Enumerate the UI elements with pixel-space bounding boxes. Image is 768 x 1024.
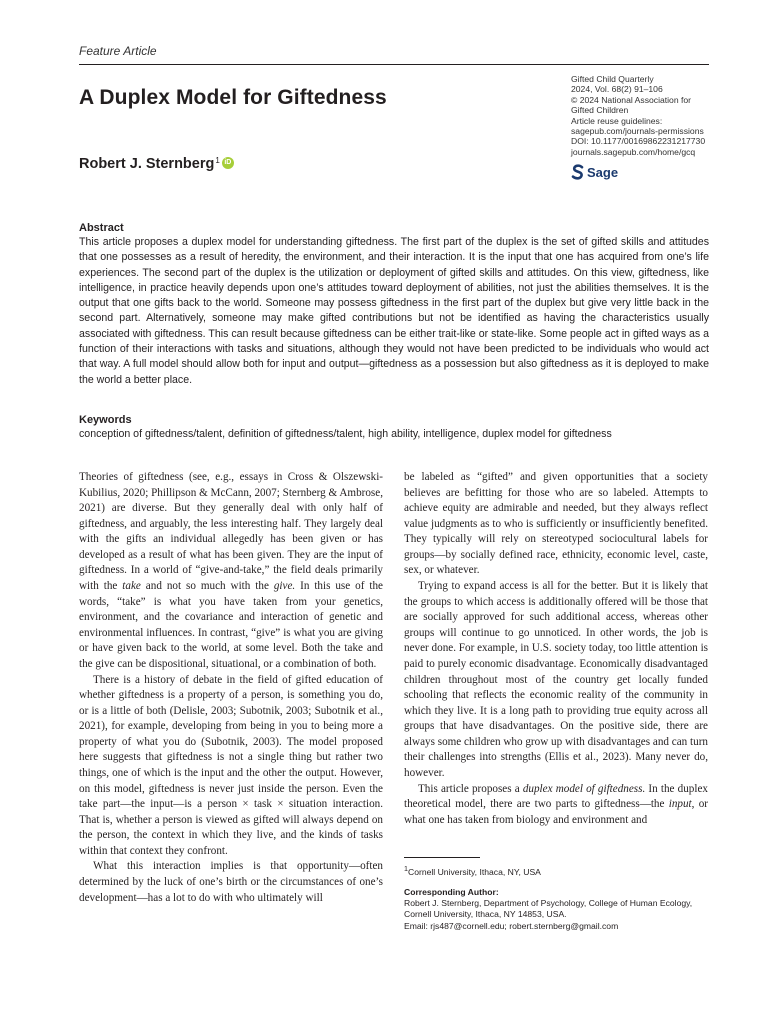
text-run: , or what one has taken from biology and environment and [404,798,708,826]
keywords-text: conception of giftedness/talent, definition of giftedness/talent, high ability, intelligence, duplex model for giftedness [79,428,612,440]
abstract-heading: Abstract [79,222,124,234]
journal-name: Gifted Child Quarterly [571,74,654,84]
section-label: Feature Article [79,44,157,58]
abstract-section [79,221,709,388]
journal-volume: 2024, Vol. 68(2) 91–106 [571,84,663,95]
affil-mark: 1 [404,865,408,873]
publisher-logo [571,164,618,180]
text-run: Theories of giftedness (see, e.g., essays in Cross & Olszewski-Kubilius, 2020; Phillipson & McCann, 2007; Sternberg & Ambrose, 2021) are diverse. But they generally deal with only half of giftedness, and arguably, the less interesting half. They largely deal with the gifts an individual allegedly has been given or has developed as a result of what has been given. They are the input of giftedness. In a world of “give-and-take,” the field deals primarily with the [79,471,383,593]
keywords-heading: Keywords [79,414,132,426]
copyright-line: © 2024 National Association for [571,94,692,105]
body-paragraph [404,782,708,829]
emphasis: give. [273,580,296,593]
copyright-holder: Gifted Children [571,105,629,116]
footnotes [404,864,709,932]
body-column-right [404,470,708,828]
text-run: and not so much with the [140,580,274,593]
corresponding-text: Robert J. Sternberg, Department of Psychology, College of Human Ecology, Cornell University, Ithaca, NY 14853, USA. [404,898,693,920]
email-line[interactable]: Email: rjs487@cornell.edu; robert.sternberg@gmail.com [404,920,619,931]
abstract-text: This article proposes a duplex model for understanding giftedness. The first part of the duplex is the set of gifted skills and attitudes that one possesses as a result of heredity, the environment, and their interaction. It is the input that one has acquired from one’s life experiences. The second part of the duplex is the utilization or deployment of gifted skills and attitudes. On this view, giftedness, like intelligence, in practice heavily depends upon one’s attitudes toward deployment of abilities, not just the abilities themselves. It is the output that one gifts back to the world. Someone may possess giftedness in the first part of the duplex but give very little back in the second part. Alternatively, someone may make gifted contributions but not be identified as having the characteristics usually associated with giftedness. This can result because giftedness can be either trait-like or state-like. Some people act in gifted ways as a function of their interactions with tasks and situations, although they would not have been predicted to be individuals who would act that way. A full model should allow both for input and output—giftedness as a possession but also giftedness as it is deployed to make the world a better place. [79,236,709,386]
body-paragraph: What this interaction implies is that opportunity—often determined by the luck of one’s birth or the circumstances of one’s development—has a lot to do with who ultimately will [79,860,383,904]
orcid-icon[interactable]: iD [222,157,234,169]
keywords-section [79,413,709,442]
emphasis: take [122,580,141,593]
affiliation-text: Cornell University, Ithaca, NY, USA [407,866,541,877]
affiliation-note [404,864,709,878]
author-line [79,156,234,172]
text-run: In this use of the words, “take” is what you have taken from your genetics, environment, and the covariance and interaction of genetic and environmental influences. In contrast, “give” is what you are giving or have given back to the world, at some level. Both the take and the give can be dispositional, situational, or a combination of both. [79,580,383,670]
reuse-label: Article reuse guidelines: [571,115,663,126]
doi-link[interactable]: DOI: 10.1177/00169862231217730 [571,136,706,147]
body-paragraph: be labeled as “gifted” and given opportunities that a society believes are befitting for those who are so labeled. Attempts to achieve equity are admirable and needed, but they always reflect value judgments as to who is sufficiently or insufficiently benefited. They typically will rely on stereotyped sociocultural labels for groups—by socially defined race, ethnicity, economic level, caste, sex, or whatever. [404,471,708,577]
emphasis: duplex model of giftedness. [522,782,646,795]
sage-logo-icon [571,164,584,180]
reuse-link[interactable]: sagepub.com/journals-permissions [571,126,704,137]
journal-meta [571,74,711,157]
body-paragraph [79,470,383,673]
text-run: In the duplex theoretical model, there are two parts to giftedness—the [404,782,708,811]
author-affil-mark: 1 [215,156,220,165]
header-rule [79,64,709,65]
text-run: This article proposes a [418,782,523,795]
body-paragraph: There is a history of debate in the field of gifted education of whether giftedness is a property of a person, is something you do, or is a little of both (Delisle, 2003; Subotnik, 2003; Subotnik et al., 2021), for example, developing from being in you to being more a property of what you do (Subotnik, 2003). The model proposed here suggests that giftedness is not a single thing but rather two things, one of which is the input and the other the output. However, on this model, giftedness is never just inside the person. Even the take part—the input—is a person × task × situation interaction. That is, whether a person is viewed as gifted will always depend on the person, the context in which they live, and the kinds of tasks within that context they confront. [79,673,383,857]
body-paragraph: Trying to expand access is all for the better. But it is likely that the groups to which access is additionally offered will be those that are socially approved for such additional access, whereas other groups will continue to go unnoticed. In other words, the job is never done. For example, in U.S. society today, too little attention is paid to purely economic disadvantage. Economically disadvantaged children throughout most of the country get locally funded schooling that reflects the economic reality of the community in which they live. It is a long path to providing true equity across all groups that have disadvantages. On the positive side, there are always some children who grow up with disadvantages and can turn their challenges into strengths (Ellis et al., 2023). Many never do, however. [404,580,708,779]
corresponding-heading: Corresponding Author: [404,887,499,898]
footnote-rule [404,857,480,858]
journal-home-link[interactable]: journals.sagepub.com/home/gcq [571,146,696,157]
emphasis: input [668,798,692,811]
publisher-name: Sage [587,164,619,180]
author-name: Robert J. Sternberg [79,156,215,172]
article-title: A Duplex Model for Giftedness [79,86,387,109]
body-column-left [79,470,383,906]
